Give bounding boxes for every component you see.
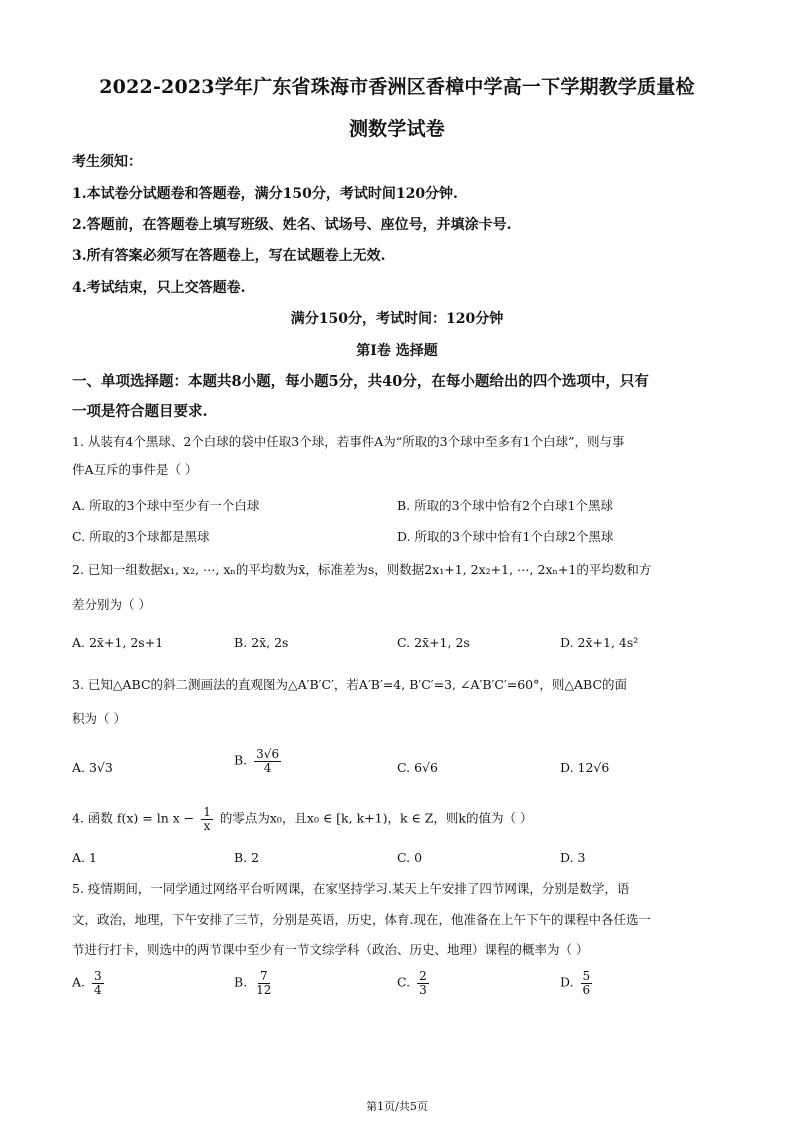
q5-stem-line1: 5. 疫情期间，一同学通过网络平台听网课，在家坚持学习.某天上午安排了四节网课，分别是数学，语 (72, 881, 630, 896)
notice-item-2: 2.答题前，在答题卷上填写班级、姓名、试场号、座位号，并填涂卡号. (72, 217, 512, 233)
q3-stem-line2: 积为（ ） (72, 711, 126, 726)
q3-stem-line1: 3. 已知△ABC的斜二测画法的直观图为△A′B′C′，若A′B′=4, B′C′=3, ∠A′B′C′=60°，则△ABC的面 (72, 677, 628, 692)
q2-option-b: B. 2x̄, 2s (234, 635, 289, 650)
q5-option-d-fraction (581, 970, 593, 996)
q1-option-d: D. 所取的3个球中恰有1个白球2个黑球 (397, 529, 614, 544)
q3-option-a: A. 3√3 (72, 760, 113, 775)
q5-option-c (397, 970, 432, 996)
notice-item-4: 4.考试结束，只上交答题卷. (72, 280, 246, 296)
q5-option-d-numerator: 5 (582, 969, 591, 983)
q5-option-d (560, 970, 595, 996)
q5-option-d-denominator: 6 (582, 982, 591, 997)
q4-stem-numerator: 1 (203, 805, 211, 819)
section-heading-line2: 一项是符合题目要求. (72, 403, 208, 420)
q5-option-c-denominator: 3 (419, 982, 427, 997)
exam-title-line2: 测数学试卷 (348, 118, 445, 140)
score-time-line: 满分150分，考试时间：120分钟 (290, 311, 504, 327)
q2-option-d: D. 2x̄+1, 4s² (560, 635, 639, 650)
q5-option-a (72, 970, 107, 996)
q4-stem-fraction (201, 806, 213, 832)
q5-option-c-fraction (417, 970, 429, 996)
q3-option-b-numerator: 3√6 (256, 747, 280, 761)
q4-stem-suffix: 的零点为x₀，且x₀ ∈ [k, k+1)，k ∈ Z，则k的值为（ ） (219, 810, 533, 826)
q5-option-a-fraction (92, 970, 104, 996)
q4-option-a: A. 1 (72, 850, 97, 865)
q5-option-c-label: C. (397, 974, 411, 990)
q4-stem-denominator: x (203, 818, 211, 833)
q2-stem-line1: 2. 已知一组数据x₁, x₂, ⋯, xₙ的平均数为x̄，标准差为s，则数据2x₁+1, 2x₂+1, ⋯, 2xₙ+1的平均数和方 (72, 562, 652, 577)
q4-stem (72, 806, 732, 832)
notice-item-3: 3.所有答案必须写在答题卷上，写在试题卷上无效. (72, 248, 386, 264)
q5-option-b-numerator: 7 (259, 969, 268, 983)
q3-option-b-label: B. (234, 752, 248, 768)
q4-option-b: B. 2 (234, 850, 260, 865)
q3-option-b (234, 748, 284, 774)
q1-option-a: A. 所取的3个球中至少有一个白球 (72, 498, 260, 513)
q4-option-c: C. 0 (397, 850, 423, 865)
q3-option-d: D. 12√6 (560, 760, 610, 775)
page-number-footer: 第1页/共5页 (366, 1100, 428, 1113)
q5-stem-line3: 节进行打卡，则选中的两节课中至少有一节文综学科（政治、历史、地理）课程的概率为（ ） (72, 942, 589, 957)
q3-option-b-denominator: 4 (263, 760, 272, 775)
q4-stem-prefix: 4. 函数 f(x) = ln x − (72, 810, 195, 826)
q1-stem-line1: 1. 从装有4个黑球、2个白球的袋中任取3个球，若事件A为“所取的3个球中至多有1个白球”，则与事 (72, 434, 625, 449)
q5-option-c-numerator: 2 (419, 969, 427, 983)
q1-option-c: C. 所取的3个球都是黑球 (72, 529, 210, 544)
exam-title-line1: 2022-2023学年广东省珠海市香洲区香樟中学高一下学期教学质量检 (99, 76, 695, 98)
part-title: 第I卷 选择题 (356, 343, 438, 359)
q2-stem-line2: 差分别为（ ） (72, 597, 151, 612)
q5-option-d-label: D. (560, 974, 574, 990)
notice-heading: 考生须知： (72, 154, 142, 170)
q5-option-a-numerator: 3 (94, 969, 102, 983)
q1-stem-line2: 件A互斥的事件是（ ） (72, 462, 198, 477)
q5-option-a-denominator: 4 (94, 982, 102, 997)
q5-option-b-fraction (254, 970, 273, 996)
q5-option-b (234, 970, 276, 996)
q4-option-d: D. 3 (560, 850, 586, 865)
q2-option-a: A. 2x̄+1, 2s+1 (72, 635, 164, 650)
q1-option-b: B. 所取的3个球中恰有2个白球1个黑球 (397, 498, 613, 513)
q5-option-a-label: A. (72, 974, 86, 990)
section-heading-line1: 一、单项选择题：本题共8小题，每小题5分，共40分，在每小题给出的四个选项中，只有 (72, 373, 649, 390)
notice-item-1: 1.本试卷分试题卷和答题卷，满分150分，考试时间120分钟. (72, 186, 458, 202)
q5-stem-line2: 文，政治，地理，下午安排了三节，分别是英语，历史，体育.现在，他准备在上午下午的课程中各任选一 (72, 912, 651, 927)
q3-option-c: C. 6√6 (397, 760, 438, 775)
q2-option-c: C. 2x̄+1, 2s (397, 635, 470, 650)
q5-option-b-denominator: 12 (256, 982, 272, 997)
q5-option-b-label: B. (234, 974, 248, 990)
q3-option-b-fraction (254, 748, 281, 774)
